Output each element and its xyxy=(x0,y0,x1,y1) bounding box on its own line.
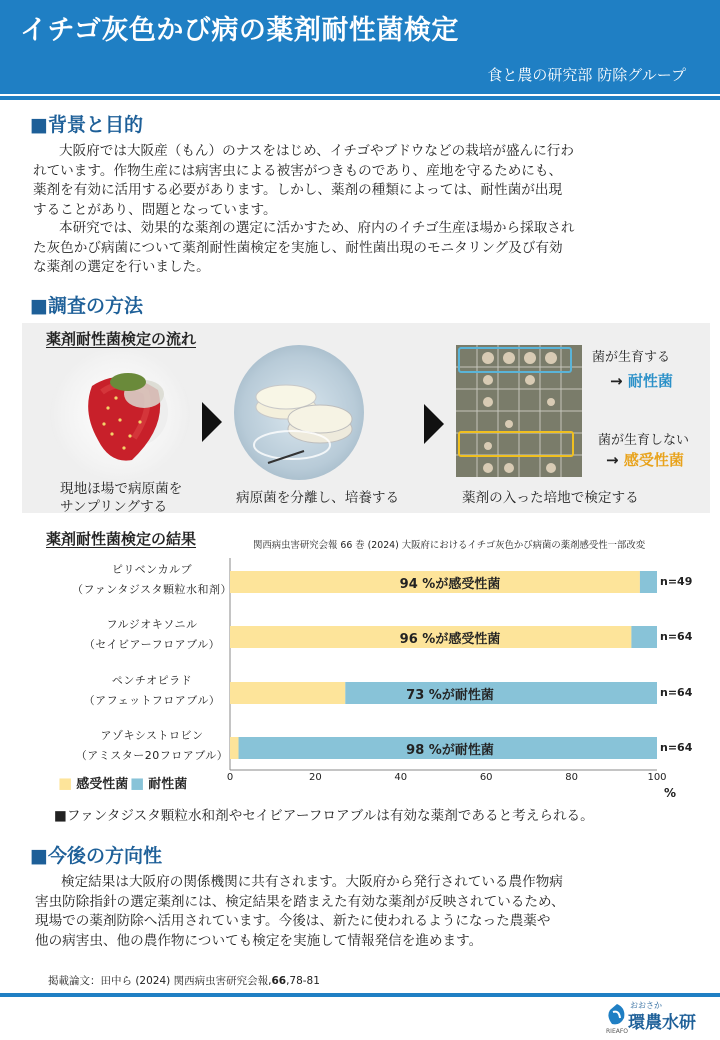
nogrow-label: 菌が生育しない xyxy=(598,433,690,448)
susceptible-result xyxy=(606,449,684,470)
section-heading-future xyxy=(30,841,162,868)
text-line: することがあり、問題となっています。 xyxy=(33,201,277,218)
text-line: 害虫防除指針の選定薬剤には、検定結果を踏まえた有効な薬剤が反映されているため、 xyxy=(35,893,565,910)
susceptible-highlight-box xyxy=(458,431,574,457)
research-group: 食と農の研究部 防除グループ xyxy=(487,66,686,84)
x-tick-label: 20 xyxy=(309,772,322,783)
caption-line: サンプリングする xyxy=(60,499,168,515)
background-paragraph-1 xyxy=(33,142,686,220)
x-axis-unit: % xyxy=(664,786,677,800)
text-line: 他の病害虫、他の農作物についても検定を実施して情報発信を進めます。 xyxy=(35,932,483,949)
category-label xyxy=(52,560,252,600)
sample-size-label: n=49 xyxy=(660,575,693,588)
section-marker: ■ xyxy=(30,114,48,136)
x-tick-label: 100 xyxy=(647,772,667,783)
citation-pages: ,78-81 xyxy=(286,975,320,987)
text-line: た灰色かび病菌について薬剤耐性菌検定を実施し、耐性菌出現のモニタリング及び有効 xyxy=(33,239,563,256)
section-marker: ■ xyxy=(30,295,48,317)
future-paragraph xyxy=(35,873,688,951)
category-name: ピリベンカルブ xyxy=(111,563,193,576)
strawberry-illustration xyxy=(50,348,190,480)
category-name: フルジオキソニル xyxy=(106,618,198,631)
bar-data-label: 96 %が感受性菌 xyxy=(399,632,501,647)
background-paragraph-2 xyxy=(33,219,686,278)
logo-main-text: 環農水研 xyxy=(628,1013,696,1033)
susceptible-result-text: 感受性菌 xyxy=(623,451,684,469)
legend-resistant xyxy=(130,773,187,792)
legend-marker-resistant: ■ xyxy=(130,773,145,792)
legend-susceptible xyxy=(58,773,128,792)
logo-mark-icon xyxy=(606,1002,628,1028)
bar-segment-resistant xyxy=(631,626,657,648)
grow-label: 菌が生育する xyxy=(592,350,671,365)
section-heading-background xyxy=(30,110,143,137)
text-line: 大阪府では大阪産（もん）のナスをはじめ、イチゴやブドウなどの栽培が盛んに行わ xyxy=(59,143,574,159)
strawberry-photo xyxy=(50,348,190,480)
sample-size-label: n=64 xyxy=(660,630,693,643)
header-divider xyxy=(0,96,720,100)
category-label xyxy=(52,726,252,766)
results-conclusion: ■ファンタジスタ顆粒水和剤やセイビアーフロアブルは有効な薬剤であると考えられる。 xyxy=(54,808,594,824)
category-label xyxy=(52,671,252,711)
sample-size-label: n=64 xyxy=(660,741,693,754)
section-title: 今後の方向性 xyxy=(47,845,162,867)
step2-caption: 病原菌を分離し、培養する xyxy=(236,490,400,506)
page-title: イチゴ灰色かび病の薬剤耐性菌検定 xyxy=(20,15,459,46)
section-title: 調査の方法 xyxy=(47,295,143,317)
category-product: （セイビアーフロアブル） xyxy=(83,638,221,651)
section-marker: ■ xyxy=(30,845,48,867)
logo-sub-text: RIEAFO xyxy=(606,1028,629,1035)
bar-data-label: 98 %が耐性菌 xyxy=(406,743,494,758)
text-line: れています。作物生産には病害虫による被害がつきものであり、産地を守るためにも、 xyxy=(33,162,563,179)
sample-size-label: n=64 xyxy=(660,686,693,699)
legend-label: 感受性菌 xyxy=(76,777,129,792)
text-line: 本研究では、効果的な薬剤の選定に活かすため、府内のイチゴ生産ほ場から採取され xyxy=(59,220,575,236)
resistant-result-text: 耐性菌 xyxy=(627,372,673,390)
x-tick-label: 0 xyxy=(226,772,234,783)
footer-divider xyxy=(0,993,720,997)
category-product: （アミスター20フロアブル） xyxy=(75,749,229,762)
x-tick-label: 60 xyxy=(479,772,493,783)
legend-label: 耐性菌 xyxy=(148,777,188,792)
petri-dish-illustration xyxy=(234,345,364,480)
citation xyxy=(48,973,320,988)
text-line: 現場での薬剤防除へ活用されています。今後は、新たに使われるようになった農薬や xyxy=(35,913,551,929)
resistant-result xyxy=(610,370,673,391)
bar-segment-resistant xyxy=(640,571,657,593)
category-name: アゾキシストロビン xyxy=(100,729,204,742)
citation-prefix: 掲載論文：田中ら (2024) 関西病虫害研究会報, xyxy=(48,975,272,987)
petri-dish-photo xyxy=(234,345,364,480)
results-title: 薬剤耐性菌検定の結果 xyxy=(46,530,197,548)
header-banner xyxy=(0,0,720,94)
flow-arrow-2 xyxy=(424,404,444,444)
x-tick-label: 80 xyxy=(565,772,578,783)
arrow-right-icon: → xyxy=(610,372,623,390)
category-label xyxy=(52,615,252,655)
citation-volume: 66 xyxy=(271,975,287,987)
category-product: （ファンタジスタ顆粒水和剤） xyxy=(71,583,232,596)
category-name: ペンチオピラド xyxy=(111,674,193,687)
caption-line: 現地ほ場で病原菌を xyxy=(60,481,183,497)
step1-caption xyxy=(60,480,182,516)
bar-data-label: 73 %が耐性菌 xyxy=(406,688,494,703)
resistant-highlight-box xyxy=(458,347,572,373)
flow-title: 薬剤耐性菌検定の流れ xyxy=(46,330,197,348)
chart-source: 関西病虫害研究会報 66 巻 (2024) 大阪府におけるイチゴ灰色かび病菌の薬剤感受性一部改変 xyxy=(253,540,646,551)
section-heading-method xyxy=(30,291,143,318)
section-title: 背景と目的 xyxy=(47,114,143,136)
bar-data-label: 94 %が感受性菌 xyxy=(399,577,501,592)
arrow-right-icon: → xyxy=(606,451,619,469)
text-line: 検定結果は大阪府の関係機関に共有されます。大阪府から発行されている農作物病 xyxy=(61,874,563,890)
step3-caption: 薬剤の入った培地で検定する xyxy=(462,490,639,506)
text-line: 薬剤を有効に活用する必要があります。しかし、薬剤の種類によっては、耐性菌が出現 xyxy=(33,182,563,198)
flow-arrow-1 xyxy=(202,402,222,442)
x-tick-label: 40 xyxy=(394,772,408,783)
logo-small-text: おおさか xyxy=(630,1001,662,1010)
legend-marker-susceptible: ■ xyxy=(58,773,73,792)
text-line: な薬剤の選定を行いました。 xyxy=(33,259,210,275)
institute-logo xyxy=(606,1000,716,1038)
category-product: （アフェットフロアブル） xyxy=(83,694,221,707)
